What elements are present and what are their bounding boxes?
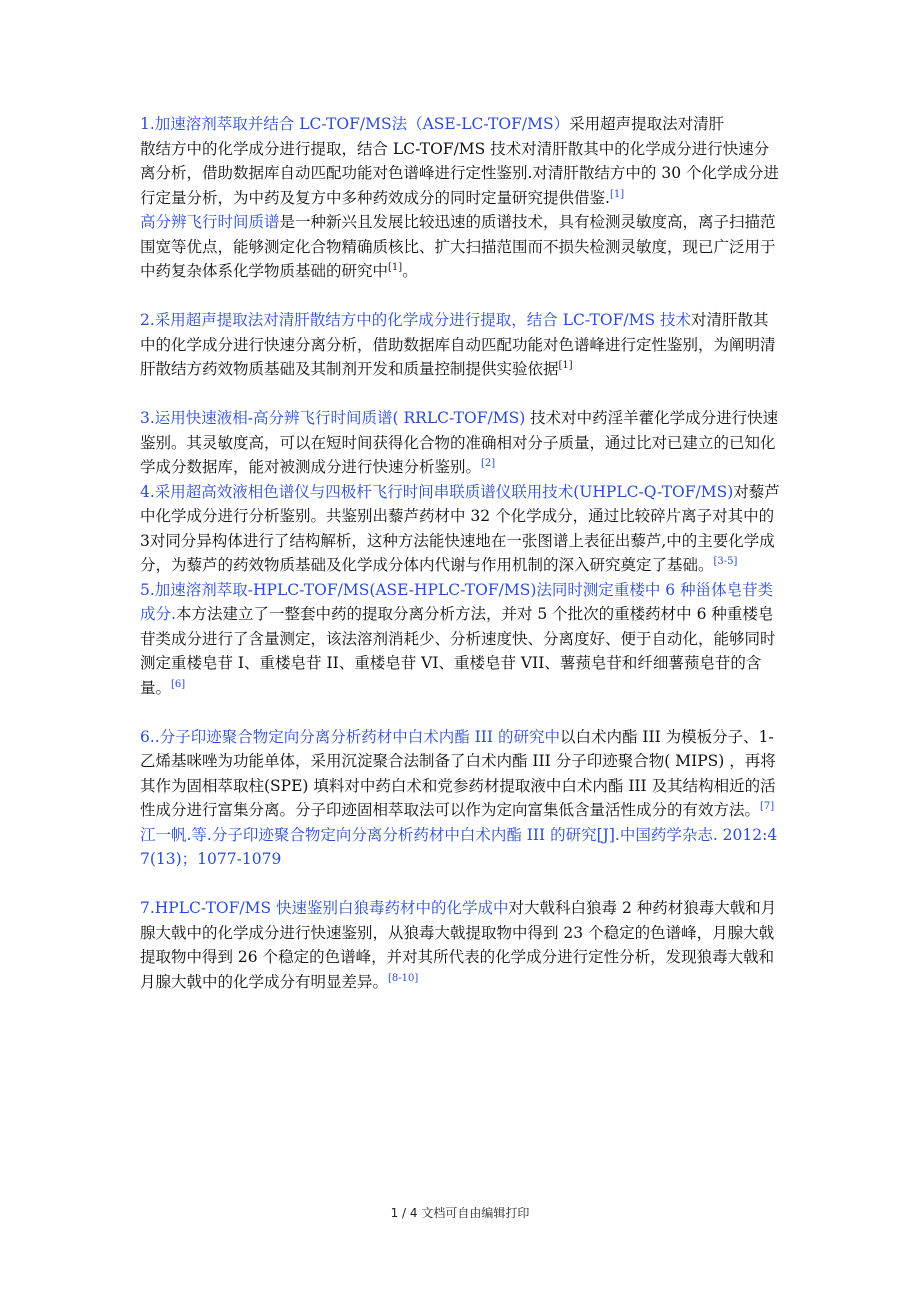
paragraph-6-heading[interactable]: 6..分子印迹聚合物定向分离分析药材中白术内酯 III 的研究中 <box>140 727 560 746</box>
paragraph-gap <box>140 872 782 897</box>
paragraph-2-body: 对清肝散其中的化学成分进行快速分离分析，借助数据库自动匹配功能对色谱峰进行定性鉴别，为阐明清肝散结方药效物质基础及其制剂开发和质量控制提供实验依据 <box>140 311 776 378</box>
document-body <box>140 112 782 994</box>
paragraph-2-ref: [1] <box>558 359 573 371</box>
paragraph-5-heading[interactable]: 5.加速溶剂萃取-HPLC-TOF/MS(ASE-HPLC-TOF/MS)法同时测定重楼中 6 种甾体皂苷类成分. <box>140 580 774 623</box>
paragraph-gap <box>140 700 782 725</box>
paragraph-1b-end: 。 <box>402 262 418 280</box>
paragraph-4-ref[interactable]: [3-5] <box>713 555 738 567</box>
paragraph-4 <box>140 480 782 578</box>
paragraph-1b-ref: [1] <box>388 261 403 273</box>
paragraph-1b <box>140 210 782 284</box>
paragraph-2-heading[interactable]: 2.采用超声提取法对清肝散结方中的化学成分进行提取，结合 LC-TOF/MS 技术 <box>140 311 691 329</box>
paragraph-3 <box>140 406 782 480</box>
paragraph-3-body: 技术对中药淫羊藿化学成分进行快速鉴别。其灵敏度高，可以在短时间获得化合物的准确相对分子质量，通过比对已建立的已知化学成分数据库，能对被测成分进行快速分析鉴别。 <box>140 409 779 476</box>
paragraph-1-ref[interactable]: [1] <box>609 188 625 200</box>
page-footer: 1 / 4 文档可自由编辑打印 <box>390 1206 530 1220</box>
paragraph-1 <box>140 112 782 210</box>
paragraph-7-heading[interactable]: 7.HPLC-TOF/MS 快速鉴别白狼毒药材中的化学成中 <box>140 899 509 917</box>
paragraph-4-body: 对藜芦中化学成分进行分析鉴别。共鉴别出藜芦药材中 32 个化学成分，通过比较碎片离子对其中的 3对同分异构体进行了结构解析，这种方法能快速地在一张图谱上表征出藜芦,中的主要化学成分，为藜芦的药效物质基础及化学成分体内代谢与作用机制的深入研究奠定了基础。 <box>140 482 780 574</box>
paragraph-7-ref[interactable]: [8-10] <box>388 972 419 984</box>
paragraph-7 <box>140 896 782 994</box>
paragraph-3-heading[interactable]: 3.运用快速液相-高分辨飞行时间质谱( RRLC-TOF/MS) <box>140 409 526 427</box>
paragraph-3-ref[interactable]: [2] <box>481 457 496 469</box>
paragraph-5-ref[interactable]: [6] <box>171 678 186 690</box>
paragraph-gap <box>140 284 782 309</box>
paragraph-6-body: 以白术内酯 III 为模板分子、1-乙烯基咪唑为功能单体，采用沉淀聚合法制备了白术内酯 III 分子印迹聚合物( MIPS) ，再将其作为固相萃取柱(SPE) 填料对中药白术和党参药材提取液中白术内酯 III 及其结构相近的活性成分进行富集分离。分子印迹固相萃取法可以作为定向富集低含量活性成分的有效方法。 <box>140 727 776 819</box>
paragraph-6-ref[interactable]: [7] <box>760 800 775 812</box>
paragraph-2 <box>140 308 782 382</box>
paragraph-5 <box>140 578 782 701</box>
paragraph-1b-body: 是一种新兴且发展比较迅速的质谱技术，具有检测灵敏度高，离子扫描范围宽等优点，能够测定化合物精确质核比、扩大扫描范围而不损失检测灵敏度，现已广泛用于中药复杂体系化学物质基础的研究中 <box>140 213 776 280</box>
paragraph-5-body: 本方法建立了一整套中药的提取分离分析方法，并对 5 个批次的重楼药材中 6 种重楼皂苷类成分进行了含量测定，该法溶剂消耗少、分析速度快、分离度好、便于自动化，能够同时测定重楼皂苷 I、重楼皂苷 II、重楼皂苷 VI、重楼皂苷 VII、薯蓣皂苷和纤细薯蓣皂苷的含量。 <box>140 605 776 697</box>
paragraph-6-citation[interactable]: 江一帆.等.分子印迹聚合物定向分离分析药材中白术内酯 III 的研究[J].中国药学杂志. 2012:47(13)；1077-1079 <box>140 825 778 868</box>
paragraph-gap <box>140 382 782 407</box>
paragraph-1-heading[interactable]: 1.加速溶剂萃取并结合 LC-TOF/MS法（ASE-LC-TOF/MS） <box>140 115 570 133</box>
paragraph-1-heading-tail: 采用超声提取法对清肝 <box>569 115 725 133</box>
paragraph-1-body: 散结方中的化学成分进行提取，结合 LC-TOF/MS 技术对清肝散其中的化学成分进行快速分离分析，借助数据库自动匹配功能对色谱峰进行定性鉴别.对清肝散结方中的 30 个化学成分进行定量分析，为中药及复方中多种药效成分的同时定量研究提供借鉴. <box>140 139 780 207</box>
paragraph-6 <box>140 725 782 872</box>
paragraph-1b-link[interactable]: 高分辨飞行时间质谱 <box>140 213 280 231</box>
paragraph-4-heading[interactable]: 4.采用超高效液相色谱仪与四极杆飞行时间串联质谱仪联用技术(UHPLC-Q-TOF/MS) <box>140 482 734 501</box>
paragraph-7-body: 对大戟科白狼毒 2 种药材狼毒大戟和月腺大戟中的化学成分进行快速鉴别，从狼毒大戟提取物中得到 23 个稳定的色谱峰，月腺大戟提取物中得到 26 个稳定的色谱峰，并对其所代表的化学成分进行定性分析，发现狼毒大戟和月腺大戟中的化学成分有明显差异。 <box>140 899 777 991</box>
